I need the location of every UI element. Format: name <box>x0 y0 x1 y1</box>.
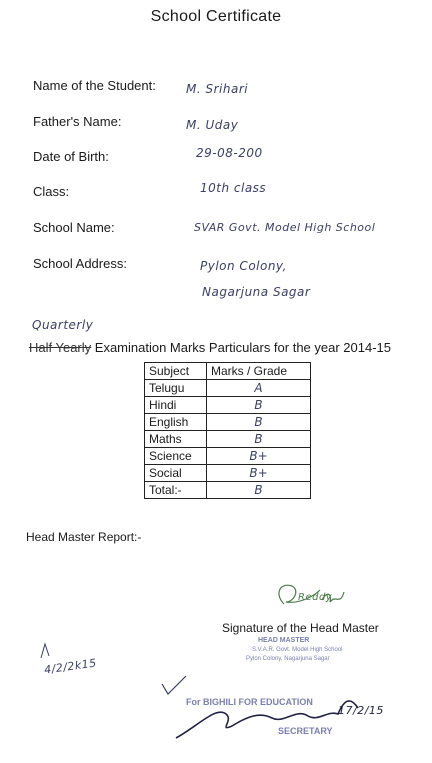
school-name-label: School Name: <box>33 220 115 235</box>
father-name-label: Father's Name: <box>33 114 122 129</box>
tick-mark <box>38 640 52 660</box>
grade-cell: B <box>207 431 311 448</box>
hm-stamp-line3: Pylon Colony, Nagarjuna Sagar <box>246 656 330 662</box>
date-right: 17/2/15 <box>338 704 384 717</box>
table-header-subject: Subject <box>145 363 207 380</box>
student-name-value: M. Srihari <box>186 82 249 96</box>
exam-heading-text: Examination Marks Particulars for the year 2014-15 <box>91 340 392 355</box>
grade-cell: A <box>207 380 311 397</box>
table-row <box>145 448 311 465</box>
subject-cell: Total:- <box>145 482 207 499</box>
quarterly-correction: Quarterly <box>32 318 94 332</box>
table-row <box>145 482 311 499</box>
school-address-label: School Address: <box>33 256 127 271</box>
signature-label: Signature of the Head Master <box>222 621 379 635</box>
grade-cell: B+ <box>207 465 311 482</box>
grade-cell: B+ <box>207 448 311 465</box>
secretary-stamp: SECRETARY <box>278 726 333 736</box>
certificate-title: School Certificate <box>150 8 282 25</box>
table-row <box>145 431 311 448</box>
society-stamp: For BIGHILI FOR EDUCATION <box>186 697 313 707</box>
hm-stamp-line2: S.V.A.R. Govt. Model High School <box>252 647 343 653</box>
subject-cell: Social <box>145 465 207 482</box>
table-header-grade: Marks / Grade <box>207 363 311 380</box>
father-name-value: M. Uday <box>186 118 239 132</box>
subject-cell: Telugu <box>145 380 207 397</box>
class-label: Class: <box>33 184 70 199</box>
head-master-report-label: Head Master Report:- <box>26 530 142 544</box>
subject-cell: Maths <box>145 431 207 448</box>
table-row <box>145 397 311 414</box>
subject-cell: English <box>145 414 207 431</box>
grade-cell: B <box>207 397 311 414</box>
table-row <box>145 414 311 431</box>
school-address-value-line2: Nagarjuna Sagar <box>202 285 311 299</box>
dob-label: Date of Birth: <box>33 149 109 164</box>
class-value: 10th class <box>200 181 267 195</box>
subject-cell: Science <box>145 448 207 465</box>
grade-cell: B <box>207 482 311 499</box>
grade-cell: B <box>207 414 311 431</box>
student-name-label: Name of the Student: <box>33 78 156 93</box>
marks-table <box>144 362 311 499</box>
dob-value: 29-08-200 <box>196 146 263 160</box>
exam-heading <box>29 340 391 355</box>
date-left: 4/2/2k15 <box>43 656 98 677</box>
hm-signature-text: Reddy <box>298 592 333 603</box>
subject-cell: Hindi <box>145 397 207 414</box>
struck-half-yearly: Half Yearly <box>29 340 92 355</box>
table-row <box>145 465 311 482</box>
hm-stamp-line1: HEAD MASTER <box>258 637 310 644</box>
school-name-value: SVAR Govt. Model High School <box>194 221 376 234</box>
table-header-row <box>145 363 311 380</box>
table-row <box>145 380 311 397</box>
school-address-value-line1: Pylon Colony, <box>200 259 287 273</box>
